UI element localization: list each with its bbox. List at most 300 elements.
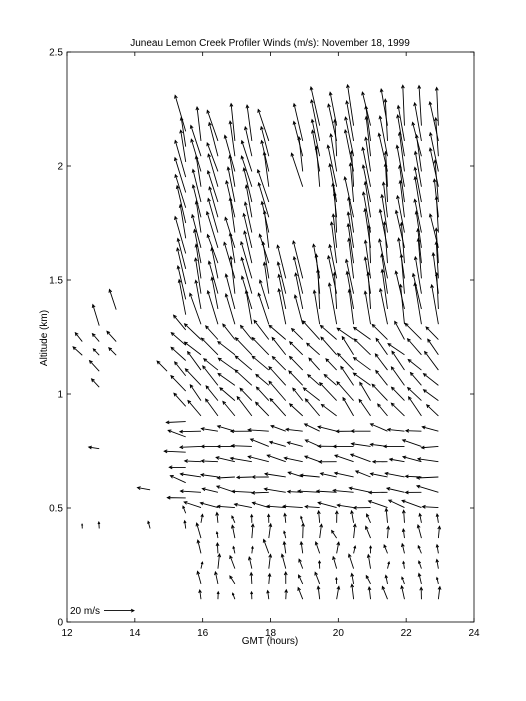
wind-vector — [206, 326, 218, 340]
wind-vector — [391, 403, 404, 416]
wind-vector — [395, 210, 404, 247]
wind-vector — [201, 428, 218, 432]
reference-vector-arrow — [104, 609, 134, 612]
wind-vector — [251, 439, 269, 447]
wind-vector — [183, 506, 186, 513]
wind-vector — [305, 440, 319, 447]
wind-vector — [252, 476, 268, 479]
wind-vector — [366, 576, 370, 584]
wind-vector — [346, 101, 354, 141]
wind-vector — [321, 473, 337, 477]
wind-vector — [201, 445, 218, 448]
wind-vector — [301, 516, 303, 522]
wind-vector — [408, 339, 422, 355]
wind-vector — [171, 347, 186, 360]
wind-vector — [388, 428, 405, 431]
wind-vector — [223, 401, 235, 416]
wind-vector — [341, 366, 354, 385]
wind-vector — [286, 428, 303, 431]
wind-vector — [427, 405, 439, 416]
wind-vector — [428, 339, 439, 355]
wind-vector — [403, 440, 422, 447]
wind-vector — [338, 353, 354, 370]
wind-vector — [368, 587, 371, 599]
wind-vector — [388, 562, 390, 569]
wind-vector — [237, 476, 252, 479]
wind-vector — [284, 531, 286, 538]
wind-vector — [298, 575, 302, 584]
wind-vector — [293, 388, 303, 400]
wind-vector — [421, 446, 438, 449]
wind-vector — [351, 454, 371, 462]
wind-vector — [409, 397, 422, 416]
wind-vector — [320, 524, 323, 538]
wind-vector — [208, 261, 218, 293]
wind-vector — [414, 167, 421, 202]
wind-vector — [184, 342, 201, 355]
wind-vector — [349, 487, 370, 492]
wind-vector — [288, 472, 303, 477]
wind-vector — [254, 320, 269, 339]
wind-vector — [298, 588, 303, 600]
wind-vector — [265, 473, 286, 477]
wind-vector — [175, 362, 186, 376]
wind-vector — [216, 532, 218, 538]
wind-vector — [305, 424, 320, 431]
wind-vector — [203, 366, 218, 385]
wind-vector — [414, 199, 422, 232]
wind-vector — [307, 343, 320, 355]
wind-vector — [216, 543, 219, 553]
wind-vector — [169, 466, 185, 469]
wind-vector — [302, 523, 305, 538]
wind-vector — [271, 425, 286, 431]
wind-vector — [201, 514, 204, 522]
wind-vector — [321, 337, 337, 355]
wind-vector — [215, 572, 218, 584]
wind-vector — [326, 359, 337, 370]
x-axis-label: GMT (hours) — [241, 636, 299, 647]
wind-vector — [402, 577, 405, 584]
wind-vector — [287, 442, 302, 447]
wind-vector — [107, 331, 116, 341]
wind-vector — [436, 578, 438, 584]
wind-vector — [294, 295, 302, 324]
wind-vector — [270, 399, 286, 416]
wind-vector — [337, 504, 353, 508]
wind-vector — [333, 557, 337, 569]
wind-vector — [309, 358, 320, 370]
wind-vector — [272, 357, 285, 370]
wind-vector — [201, 460, 218, 463]
wind-vector — [337, 542, 340, 553]
wind-vector — [241, 325, 252, 339]
wind-vector — [418, 561, 421, 569]
wind-vector — [438, 587, 441, 600]
wind-vector — [192, 185, 201, 217]
wind-vector — [194, 258, 201, 294]
wind-vector — [230, 556, 235, 569]
wind-vector — [318, 561, 320, 569]
wind-vector — [75, 333, 82, 342]
wind-vector — [423, 390, 438, 401]
wind-vector — [245, 291, 252, 325]
wind-vector — [372, 324, 387, 339]
wind-vector — [369, 500, 388, 507]
wind-vector — [98, 522, 100, 529]
wind-vector — [89, 446, 100, 449]
wind-vector — [252, 338, 269, 355]
wind-vector — [204, 359, 218, 370]
wind-vector — [417, 525, 421, 538]
wind-vector — [269, 554, 272, 568]
wind-vector — [313, 244, 320, 278]
wind-vector — [385, 509, 388, 523]
wind-vector — [406, 491, 422, 494]
wind-vector — [418, 458, 439, 462]
wind-vector — [224, 242, 235, 278]
y-tick-label: 2 — [57, 161, 63, 173]
wind-vector — [289, 371, 303, 385]
wind-vector — [348, 554, 353, 568]
wind-vector — [256, 387, 268, 401]
wind-vector — [412, 274, 421, 309]
wind-vector — [373, 460, 388, 463]
wind-vector — [244, 202, 252, 232]
wind-vector — [92, 334, 99, 342]
wind-vector — [184, 521, 186, 529]
wind-vector — [229, 121, 235, 156]
wind-vector — [199, 590, 202, 599]
wind-vector — [148, 521, 150, 528]
wind-vector — [232, 593, 235, 599]
wind-vector — [190, 385, 201, 401]
wind-vector — [303, 321, 320, 340]
wind-vector — [81, 524, 82, 528]
wind-vector — [425, 352, 439, 371]
wind-vector — [354, 546, 356, 553]
wind-vector — [206, 386, 218, 401]
wind-vector — [351, 511, 354, 523]
wind-vector — [362, 165, 370, 202]
wind-vector — [387, 487, 405, 492]
wind-vector — [174, 393, 186, 406]
wind-vector — [268, 574, 271, 584]
wind-vector — [343, 398, 354, 416]
wind-vector — [354, 339, 370, 355]
x-tick-label: 16 — [197, 628, 209, 639]
wind-vector — [365, 526, 370, 538]
wind-vector — [248, 557, 251, 569]
wind-vector — [224, 135, 235, 171]
wind-vector — [251, 592, 253, 599]
wind-vector — [308, 375, 320, 386]
wind-vector — [401, 544, 404, 554]
wind-vector — [333, 445, 353, 448]
wind-vector — [168, 430, 186, 437]
wind-vector — [426, 327, 438, 340]
wind-vector — [92, 305, 99, 326]
wind-vector — [251, 524, 254, 538]
wind-vector — [395, 321, 405, 339]
wind-vector — [89, 361, 99, 372]
wind-vector — [376, 338, 387, 354]
wind-vector — [264, 488, 285, 492]
wind-vector — [164, 450, 186, 453]
wind-vector — [419, 514, 422, 523]
wind-vector — [227, 167, 235, 202]
wind-vector — [166, 421, 185, 424]
wind-vector — [321, 404, 336, 415]
wind-vector — [402, 500, 421, 507]
wind-vector — [423, 374, 438, 386]
wind-vector — [436, 545, 439, 554]
wind-vector — [235, 503, 252, 507]
wind-vector — [342, 337, 353, 355]
wind-vectors — [73, 85, 441, 599]
wind-vector — [311, 120, 320, 157]
wind-vector — [337, 382, 354, 401]
wind-vector — [405, 323, 421, 339]
wind-vector — [230, 576, 235, 584]
wind-vector — [317, 586, 320, 599]
wind-vector — [290, 404, 303, 416]
wind-vector — [240, 388, 252, 400]
wind-vector — [387, 526, 390, 538]
wind-vector — [188, 352, 201, 370]
wind-vector — [180, 473, 201, 477]
wind-vector — [267, 591, 270, 600]
wind-vector — [436, 514, 439, 523]
wind-vector — [167, 496, 185, 499]
wind-vector — [375, 354, 387, 370]
wind-vector — [256, 402, 269, 416]
wind-vector — [272, 337, 286, 354]
wind-vector — [351, 443, 370, 447]
wind-vector — [225, 294, 235, 324]
wind-vector — [93, 349, 99, 355]
wind-vector — [180, 130, 186, 162]
wind-vector — [417, 485, 439, 492]
y-tick-label: 1.5 — [49, 275, 63, 287]
wind-vector — [305, 505, 320, 508]
reference-vector-label: 20 m/s — [70, 606, 101, 617]
wind-vector — [332, 530, 337, 538]
wind-vector — [376, 370, 388, 385]
wind-vector — [354, 506, 371, 509]
wind-vector — [170, 476, 185, 483]
wind-vector — [171, 376, 186, 391]
wind-vector — [208, 198, 218, 232]
wind-vector — [315, 572, 320, 584]
wind-vector — [422, 505, 438, 508]
wind-vector — [300, 474, 319, 477]
wind-vector — [412, 122, 422, 156]
wind-vector — [241, 156, 252, 187]
y-tick-label: 2.5 — [49, 47, 63, 59]
wind-vector — [180, 446, 201, 449]
wind-vector — [438, 526, 441, 538]
wind-vector — [317, 511, 320, 523]
wind-vector — [218, 373, 235, 385]
x-tick-label: 22 — [400, 628, 412, 639]
wind-vector — [315, 542, 319, 553]
y-tick-label: 0 — [57, 617, 63, 629]
wind-vector — [354, 327, 371, 339]
reference-vector — [70, 606, 134, 617]
wind-vector — [220, 388, 235, 401]
wind-vector — [92, 379, 100, 387]
wind-vector — [235, 370, 252, 385]
wind-vector — [196, 107, 201, 141]
wind-vector — [174, 315, 186, 330]
wind-vector — [382, 586, 387, 599]
wind-vector — [217, 592, 219, 599]
x-tick-label: 24 — [468, 628, 480, 639]
wind-vector — [191, 139, 201, 171]
wind-vector — [305, 399, 319, 416]
wind-vector — [197, 540, 201, 553]
wind-vector — [233, 547, 235, 554]
wind-vector — [252, 502, 268, 508]
wind-vector — [369, 491, 388, 494]
wind-vector — [188, 400, 201, 415]
wind-vector — [201, 338, 218, 355]
wind-vector — [283, 542, 286, 554]
wind-vector — [354, 358, 371, 371]
wind-vector — [436, 560, 439, 569]
wind-vector — [207, 291, 218, 324]
wind-vector — [109, 348, 116, 356]
wind-vector — [356, 471, 371, 477]
wind-vector — [261, 141, 269, 172]
wind-vector — [109, 289, 116, 309]
wind-vector — [285, 590, 288, 599]
reference-arrow-shape — [104, 609, 134, 612]
wind-vector — [180, 490, 201, 493]
wind-vector — [218, 554, 221, 569]
wind-vector — [388, 344, 404, 355]
wind-vector — [185, 460, 201, 463]
wind-vector — [251, 547, 253, 554]
wind-vector — [384, 545, 388, 553]
wind-vector — [157, 361, 167, 371]
wind-vector — [370, 424, 387, 432]
wind-vector — [380, 89, 387, 126]
wind-vector — [397, 196, 405, 233]
wind-vector — [283, 505, 303, 508]
plot-frame — [67, 52, 474, 622]
wind-vector — [200, 502, 218, 507]
wind-vector — [327, 145, 337, 187]
wind-vector — [385, 575, 388, 584]
wind-vector — [337, 328, 353, 339]
wind-vector — [241, 258, 252, 294]
wind-vector — [418, 86, 422, 126]
x-tick-label: 12 — [61, 628, 73, 639]
wind-vector — [263, 539, 269, 553]
wind-vector — [402, 529, 405, 538]
wind-vector — [235, 338, 251, 355]
wind-vector — [336, 578, 338, 584]
wind-vector — [293, 121, 303, 156]
wind-vector — [209, 187, 218, 217]
wind-vector — [185, 369, 201, 386]
wind-vector — [278, 289, 286, 324]
y-tick-label: 0.5 — [49, 503, 63, 515]
wind-vector — [319, 460, 337, 463]
wind-vector — [175, 175, 186, 208]
wind-vector — [408, 359, 421, 370]
wind-vector — [197, 571, 201, 584]
wind-vector — [261, 202, 269, 233]
wind-vector — [384, 445, 405, 448]
wind-vector — [267, 455, 286, 462]
wind-vector — [231, 525, 234, 538]
wind-vector — [269, 524, 272, 538]
wind-vector — [337, 586, 340, 599]
wind-vector — [217, 505, 235, 508]
wind-vector — [226, 181, 235, 217]
wind-vector — [175, 95, 186, 131]
wind-vector — [218, 342, 235, 355]
wind-vector — [180, 430, 201, 433]
wind-vector — [195, 280, 201, 309]
y-axis-label: Altitude (km) — [39, 309, 50, 367]
wind-vector — [292, 329, 303, 340]
wind-vector — [184, 502, 201, 508]
wind-vector — [353, 524, 356, 538]
wind-vector — [192, 215, 201, 248]
wind-vector — [385, 472, 404, 477]
wind-vector — [235, 356, 252, 370]
wind-vector — [369, 546, 371, 553]
wind-vector — [390, 458, 405, 462]
wind-vector — [418, 546, 421, 554]
wind-vector — [290, 356, 303, 370]
wind-vector — [402, 510, 405, 523]
wind-vector — [320, 383, 337, 401]
wind-vector — [429, 214, 438, 248]
wind-vector — [201, 474, 218, 477]
wind-vector — [284, 457, 302, 462]
wind-vector — [392, 351, 405, 370]
wind-vector — [401, 85, 404, 125]
wind-vector — [207, 235, 218, 264]
wind-vector — [248, 456, 269, 462]
wind-vector — [365, 137, 371, 171]
wind-vector — [391, 387, 404, 400]
x-tick-label: 20 — [332, 628, 344, 639]
wind-vector — [401, 586, 405, 599]
wind-vector — [269, 325, 286, 339]
wind-vector — [206, 212, 218, 248]
wind-vector — [216, 513, 219, 523]
wind-vector — [232, 490, 252, 493]
wind-vector — [290, 342, 303, 355]
wind-vector — [171, 333, 185, 346]
wind-vector — [202, 488, 218, 492]
y-tick-label: 1 — [57, 389, 63, 401]
wind-vector — [329, 92, 336, 125]
wind-vector — [351, 574, 354, 584]
wind-vector — [418, 574, 421, 584]
wind-vector — [284, 572, 287, 584]
wind-vector — [185, 324, 201, 340]
wind-vector — [335, 511, 338, 523]
wind-vector — [284, 513, 287, 522]
wind-vector — [362, 92, 371, 126]
